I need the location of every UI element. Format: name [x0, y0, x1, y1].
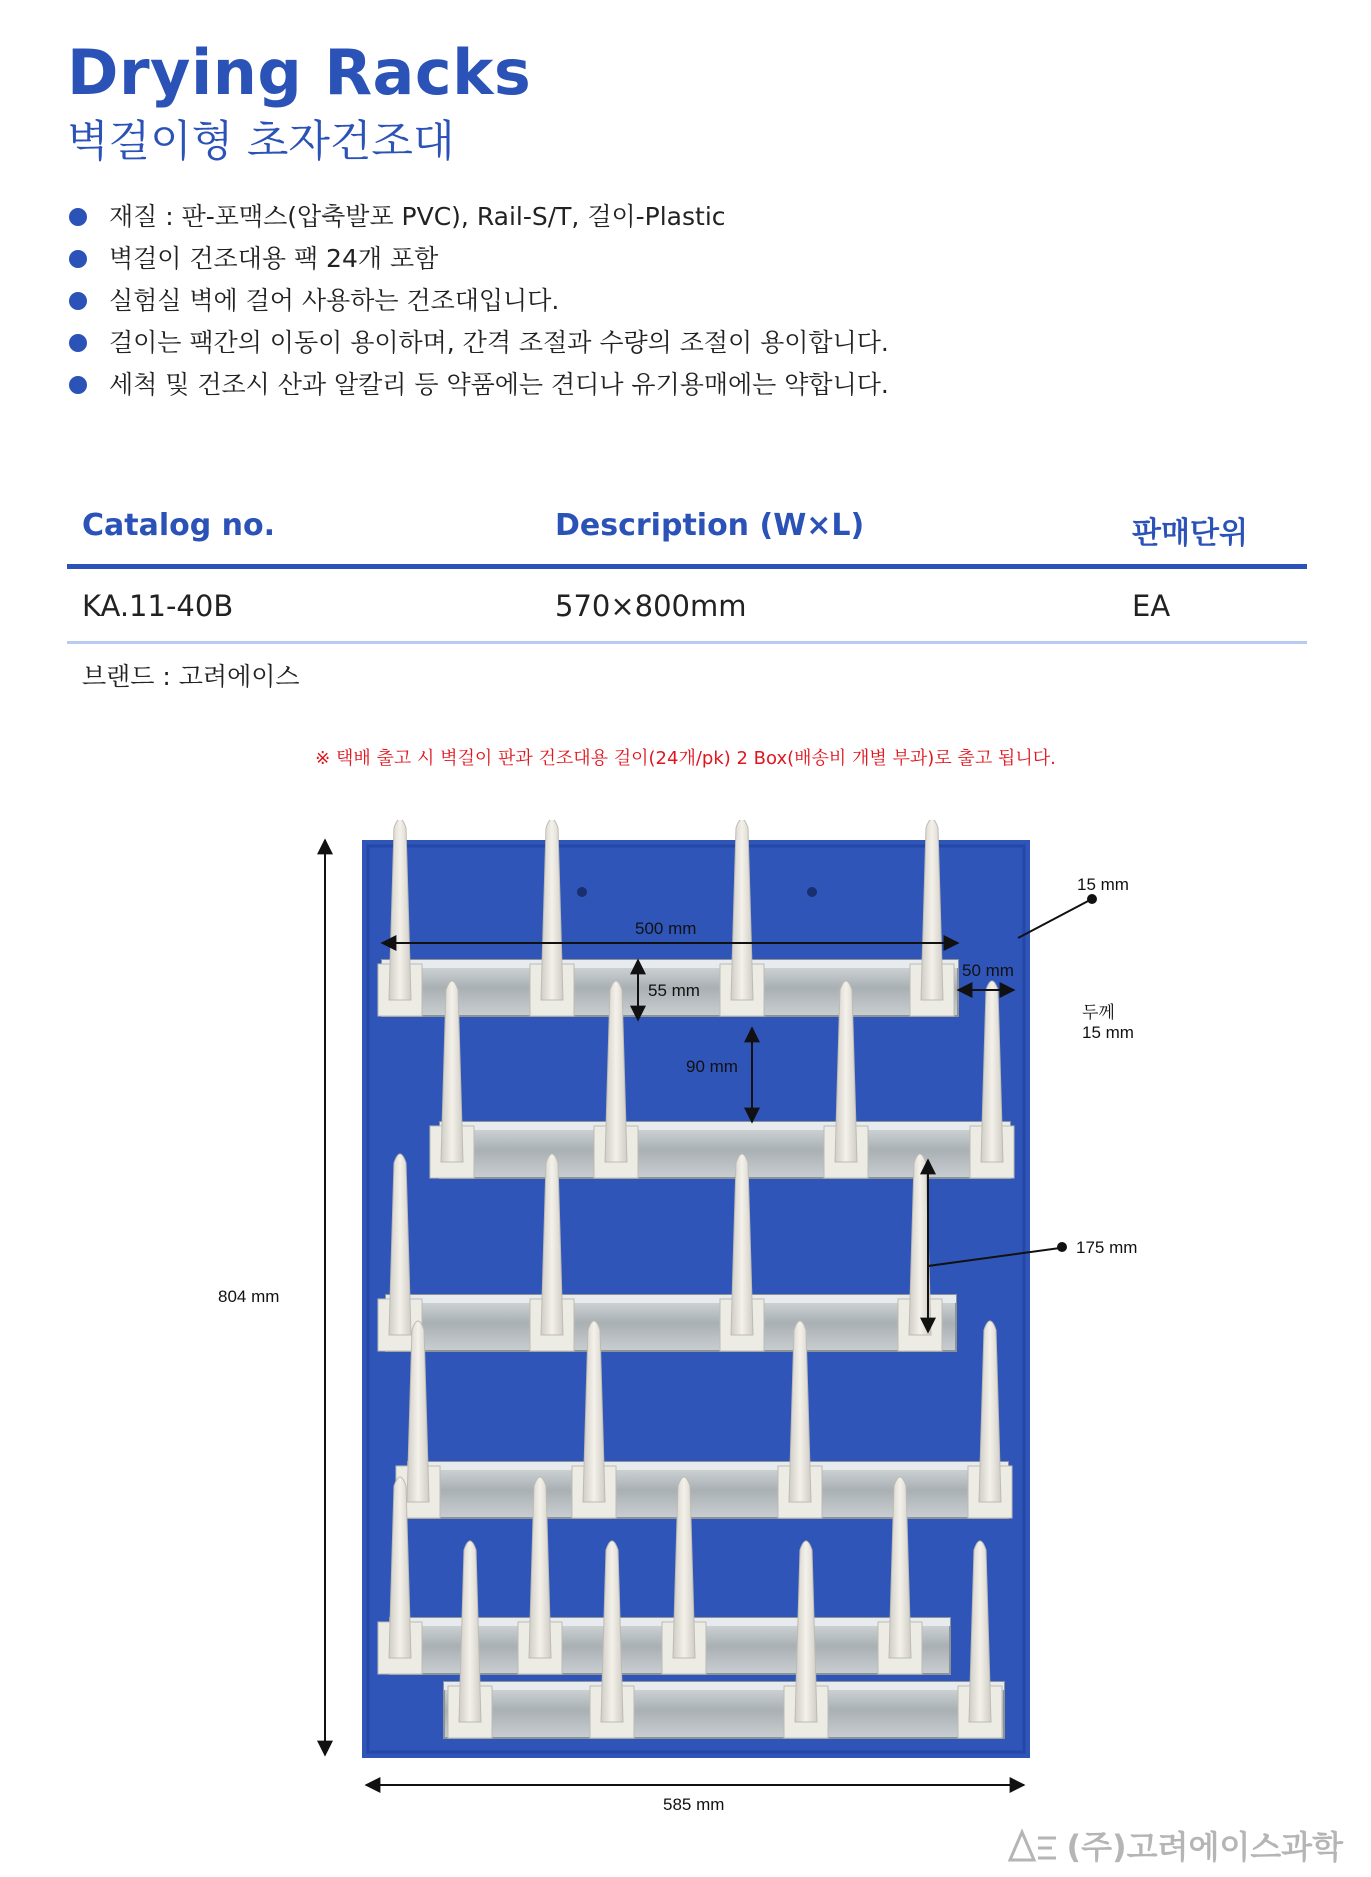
list-item [67, 238, 889, 280]
bullet-icon [69, 208, 87, 226]
rail [444, 1682, 1004, 1738]
peg-spacing-label: 175 mm [1076, 1238, 1138, 1257]
table-row [67, 569, 1307, 644]
height-label: 804 mm [218, 1287, 280, 1306]
feature-text: 실험실 벽에 걸어 사용하는 건조대입니다. [109, 286, 560, 315]
list-item [67, 322, 889, 364]
rail-length-label: 500 mm [635, 919, 697, 938]
shipping-notice: ※ 택배 출고 시 벽걸이 판과 건조대용 걸이(24개/pk) 2 Box(배송비 개별 부과)로 출고 됩니다. [315, 748, 1056, 769]
feature-list [67, 196, 889, 406]
table-header [67, 500, 1307, 569]
header-unit: 판매단위 [1132, 516, 1248, 551]
list-item [67, 280, 889, 322]
edge-label: 15 mm [1077, 875, 1129, 894]
row-gap-label: 90 mm [686, 1057, 738, 1076]
width-label: 585 mm [663, 1795, 725, 1814]
rail-gap-label: 50 mm [962, 961, 1014, 980]
rail [386, 1295, 956, 1351]
feature-text: 세척 및 건조시 산과 알칼리 등 약품에는 견디나 유기용매에는 약합니다. [109, 370, 889, 399]
cell-catalog-no: KA.11-40B [82, 589, 234, 623]
company-name: (주)고려에이스과학 [1066, 1828, 1343, 1866]
list-item [67, 196, 889, 238]
page-title: Drying Racks [67, 36, 532, 109]
rail [408, 1462, 1008, 1518]
bullet-icon [69, 292, 87, 310]
bullet-icon [69, 250, 87, 268]
page-subtitle: 벽걸이형 초자건조대 [67, 117, 455, 167]
list-item [67, 364, 889, 406]
rack-diagram [0, 820, 1371, 1820]
company-logo [1008, 1822, 1343, 1868]
bullet-icon [69, 376, 87, 394]
header-description: Description (W×L) [555, 508, 865, 543]
thickness-title: 두께 [1082, 1003, 1115, 1022]
ace-logo-icon [1008, 1828, 1060, 1862]
cell-description: 570×800mm [555, 589, 747, 623]
brand-text: 브랜드 : 고려에이스 [82, 662, 300, 691]
thickness-label: 15 mm [1082, 1023, 1134, 1042]
rail-height-label: 55 mm [648, 981, 700, 1000]
cell-unit: EA [1132, 589, 1171, 623]
feature-text: 재질 : 판-포맥스(압축발포 PVC), Rail-S/T, 걸이-Plastic [109, 202, 726, 231]
catalog-table [67, 500, 1307, 644]
bullet-icon [69, 334, 87, 352]
feature-text: 벽걸이 건조대용 팩 24개 포함 [109, 244, 439, 273]
feature-text: 걸이는 팩간의 이동이 용이하며, 간격 조절과 수량의 조절이 용이합니다. [109, 328, 889, 357]
header-catalog-no: Catalog no. [82, 508, 276, 543]
